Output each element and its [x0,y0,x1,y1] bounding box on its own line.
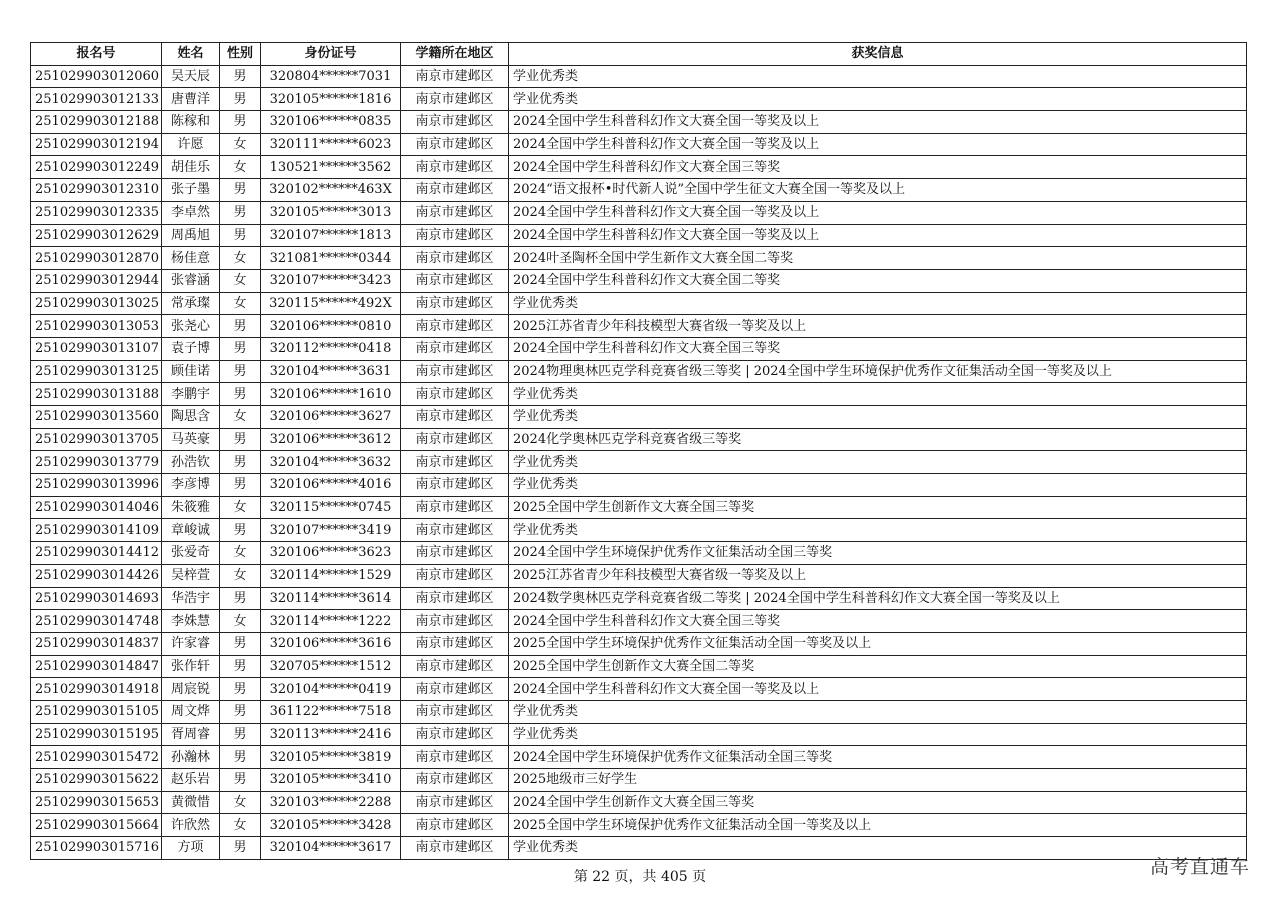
gender-cell: 男 [220,655,261,678]
table-row [31,156,1247,179]
gender-cell: 男 [220,65,261,88]
region-cell: 南京市建邺区 [401,88,509,111]
id-card-cell: 320114******1529 [261,564,401,587]
name-cell: 陈稼和 [162,111,220,134]
id-card-cell: 320106******1610 [261,383,401,406]
registration-no-cell: 251029903012870 [31,247,162,270]
watermark-text: 高考直通车 [1149,856,1250,878]
region-cell: 南京市建邺区 [401,179,509,202]
name-cell: 方项 [162,837,220,860]
table-row [31,428,1247,451]
registration-no-cell: 251029903015195 [31,723,162,746]
table-row [31,360,1247,383]
gender-cell: 男 [220,587,261,610]
registration-no-cell: 251029903013560 [31,406,162,429]
name-cell: 胥周睿 [162,723,220,746]
table-row [31,519,1247,542]
award-info-cell: 2024全国中学生科普科幻作文大赛全国一等奖及以上 [509,201,1247,224]
gender-cell: 男 [220,111,261,134]
registration-no-cell: 251029903012194 [31,133,162,156]
table-row [31,111,1247,134]
award-info-cell: 2024全国中学生科普科幻作文大赛全国一等奖及以上 [509,678,1247,701]
name-cell: 赵乐岩 [162,769,220,792]
name-cell: 周宸锐 [162,678,220,701]
gender-cell: 男 [220,428,261,451]
table-header-row [31,43,1247,66]
id-card-cell: 130521******3562 [261,156,401,179]
id-card-cell: 320113******2416 [261,723,401,746]
registration-no-cell: 251029903013996 [31,474,162,497]
table-row [31,315,1247,338]
table-body [31,65,1247,859]
award-info-cell: 2025江苏省青少年科技模型大赛省级一等奖及以上 [509,315,1247,338]
award-info-cell: 2025地级市三好学生 [509,769,1247,792]
region-cell: 南京市建邺区 [401,224,509,247]
registration-no-cell: 251029903015653 [31,791,162,814]
award-info-cell: 学业优秀类 [509,519,1247,542]
id-card-cell: 321081******0344 [261,247,401,270]
table-row [31,65,1247,88]
id-card-cell: 320106******3612 [261,428,401,451]
id-card-cell: 361122******7518 [261,700,401,723]
gender-cell: 男 [220,723,261,746]
header-id-card: 身份证号 [261,43,401,66]
region-cell: 南京市建邺区 [401,65,509,88]
name-cell: 许愿 [162,133,220,156]
id-card-cell: 320804******7031 [261,65,401,88]
table-row [31,383,1247,406]
registration-no-cell: 251029903013705 [31,428,162,451]
id-card-cell: 320106******0835 [261,111,401,134]
gender-cell: 男 [220,224,261,247]
id-card-cell: 320115******492X [261,292,401,315]
table-row [31,451,1247,474]
table-row [31,88,1247,111]
registration-no-cell: 251029903014426 [31,564,162,587]
table-row [31,700,1247,723]
registration-no-cell: 251029903013053 [31,315,162,338]
gender-cell: 女 [220,564,261,587]
award-info-cell: 2024全国中学生环境保护优秀作文征集活动全国三等奖 [509,542,1247,565]
award-info-cell: 2024“语文报杯•时代新人说”全国中学生征文大赛全国一等奖及以上 [509,179,1247,202]
name-cell: 唐曹洋 [162,88,220,111]
gender-cell: 女 [220,814,261,837]
table-row [31,133,1247,156]
registration-no-cell: 251029903013188 [31,383,162,406]
name-cell: 杨佳意 [162,247,220,270]
name-cell: 朱筱雅 [162,496,220,519]
gender-cell: 女 [220,406,261,429]
award-info-cell: 学业优秀类 [509,65,1247,88]
award-info-cell: 学业优秀类 [509,406,1247,429]
award-info-cell: 2025全国中学生创新作文大赛全国三等奖 [509,496,1247,519]
table-row [31,496,1247,519]
gender-cell: 男 [220,769,261,792]
registration-no-cell: 251029903013025 [31,292,162,315]
award-info-cell: 学业优秀类 [509,292,1247,315]
registration-no-cell: 251029903013779 [31,451,162,474]
name-cell: 周禹旭 [162,224,220,247]
award-info-cell: 2025江苏省青少年科技模型大赛省级一等奖及以上 [509,564,1247,587]
registration-no-cell: 251029903014748 [31,610,162,633]
name-cell: 常承璨 [162,292,220,315]
region-cell: 南京市建邺区 [401,564,509,587]
table-row [31,610,1247,633]
registration-no-cell: 251029903012944 [31,269,162,292]
gender-cell: 男 [220,519,261,542]
name-cell: 周文烨 [162,700,220,723]
table-row [31,474,1247,497]
gender-cell: 男 [220,837,261,860]
id-card-cell: 320115******0745 [261,496,401,519]
table-row [31,632,1247,655]
award-info-cell: 2024数学奥林匹克学科竞赛省级二等奖 | 2024全国中学生科普科幻作文大赛全国一等奖及以上 [509,587,1247,610]
region-cell: 南京市建邺区 [401,292,509,315]
region-cell: 南京市建邺区 [401,337,509,360]
award-info-cell: 2024全国中学生科普科幻作文大赛全国一等奖及以上 [509,133,1247,156]
registration-no-cell: 251029903012335 [31,201,162,224]
region-cell: 南京市建邺区 [401,655,509,678]
id-card-cell: 320114******3614 [261,587,401,610]
award-info-cell: 学业优秀类 [509,700,1247,723]
id-card-cell: 320103******2288 [261,791,401,814]
gender-cell: 女 [220,292,261,315]
gender-cell: 女 [220,269,261,292]
name-cell: 吴天辰 [162,65,220,88]
award-info-cell: 2024全国中学生科普科幻作文大赛全国三等奖 [509,156,1247,179]
region-cell: 南京市建邺区 [401,406,509,429]
header-region: 学籍所在地区 [401,43,509,66]
registration-no-cell: 251029903014918 [31,678,162,701]
award-info-cell: 学业优秀类 [509,474,1247,497]
gender-cell: 男 [220,700,261,723]
id-card-cell: 320705******1512 [261,655,401,678]
name-cell: 袁子博 [162,337,220,360]
id-card-cell: 320105******3819 [261,746,401,769]
id-card-cell: 320106******3616 [261,632,401,655]
awards-table [30,42,1247,860]
region-cell: 南京市建邺区 [401,791,509,814]
award-info-cell: 2024全国中学生创新作文大赛全国三等奖 [509,791,1247,814]
region-cell: 南京市建邺区 [401,383,509,406]
award-info-cell: 2025全国中学生环境保护优秀作文征集活动全国一等奖及以上 [509,632,1247,655]
registration-no-cell: 251029903012629 [31,224,162,247]
registration-no-cell: 251029903013107 [31,337,162,360]
name-cell: 张爱奇 [162,542,220,565]
gender-cell: 女 [220,247,261,270]
registration-no-cell: 251029903015622 [31,769,162,792]
gender-cell: 女 [220,791,261,814]
award-info-cell: 2024化学奥林匹克学科竞赛省级三等奖 [509,428,1247,451]
table-row [31,247,1247,270]
id-card-cell: 320104******3632 [261,451,401,474]
gender-cell: 男 [220,474,261,497]
registration-no-cell: 251029903014847 [31,655,162,678]
registration-no-cell: 251029903012060 [31,65,162,88]
region-cell: 南京市建邺区 [401,837,509,860]
region-cell: 南京市建邺区 [401,201,509,224]
registration-no-cell: 251029903015472 [31,746,162,769]
gender-cell: 男 [220,746,261,769]
name-cell: 胡佳乐 [162,156,220,179]
id-card-cell: 320106******3623 [261,542,401,565]
table-row [31,769,1247,792]
gender-cell: 男 [220,337,261,360]
table-row [31,337,1247,360]
registration-no-cell: 251029903012133 [31,88,162,111]
region-cell: 南京市建邺区 [401,111,509,134]
id-card-cell: 320106******4016 [261,474,401,497]
name-cell: 李姝慧 [162,610,220,633]
table-row [31,224,1247,247]
page-number: 第 22 页，共 405 页 [573,869,707,885]
id-card-cell: 320106******3627 [261,406,401,429]
registration-no-cell: 251029903012188 [31,111,162,134]
gender-cell: 男 [220,88,261,111]
gender-cell: 男 [220,201,261,224]
id-card-cell: 320114******1222 [261,610,401,633]
registration-no-cell: 251029903013125 [31,360,162,383]
name-cell: 顾佳诺 [162,360,220,383]
table-row [31,655,1247,678]
region-cell: 南京市建邺区 [401,678,509,701]
name-cell: 陶思含 [162,406,220,429]
award-info-cell: 2024全国中学生科普科幻作文大赛全国一等奖及以上 [509,224,1247,247]
table-row [31,814,1247,837]
name-cell: 李卓然 [162,201,220,224]
award-info-cell: 学业优秀类 [509,383,1247,406]
registration-no-cell: 251029903015105 [31,700,162,723]
registration-no-cell: 251029903014837 [31,632,162,655]
name-cell: 张作轩 [162,655,220,678]
region-cell: 南京市建邺区 [401,746,509,769]
registration-no-cell: 251029903012310 [31,179,162,202]
header-gender: 性别 [220,43,261,66]
name-cell: 吴梓萱 [162,564,220,587]
award-info-cell: 2024全国中学生科普科幻作文大赛全国二等奖 [509,269,1247,292]
region-cell: 南京市建邺区 [401,542,509,565]
registration-no-cell: 251029903012249 [31,156,162,179]
award-info-cell: 2024物理奥林匹克学科竞赛省级三等奖 | 2024全国中学生环境保护优秀作文征集活动全国一等奖及以上 [509,360,1247,383]
table-row [31,292,1247,315]
gender-cell: 男 [220,383,261,406]
award-info-cell: 学业优秀类 [509,88,1247,111]
name-cell: 华浩宇 [162,587,220,610]
region-cell: 南京市建邺区 [401,723,509,746]
gender-cell: 女 [220,156,261,179]
region-cell: 南京市建邺区 [401,133,509,156]
region-cell: 南京市建邺区 [401,632,509,655]
table-row [31,564,1247,587]
id-card-cell: 320105******1816 [261,88,401,111]
name-cell: 李彦博 [162,474,220,497]
region-cell: 南京市建邺区 [401,428,509,451]
name-cell: 孙浩钦 [162,451,220,474]
region-cell: 南京市建邺区 [401,700,509,723]
name-cell: 孙瀚林 [162,746,220,769]
name-cell: 张睿涵 [162,269,220,292]
id-card-cell: 320107******1813 [261,224,401,247]
id-card-cell: 320104******0419 [261,678,401,701]
name-cell: 张尧心 [162,315,220,338]
id-card-cell: 320104******3617 [261,837,401,860]
table-row [31,791,1247,814]
header-registration-no: 报名号 [31,43,162,66]
region-cell: 南京市建邺区 [401,156,509,179]
id-card-cell: 320104******3631 [261,360,401,383]
registration-no-cell: 251029903014109 [31,519,162,542]
table-row [31,723,1247,746]
id-card-cell: 320105******3410 [261,769,401,792]
registration-no-cell: 251029903015716 [31,837,162,860]
award-info-cell: 学业优秀类 [509,837,1247,860]
region-cell: 南京市建邺区 [401,814,509,837]
table-row [31,201,1247,224]
id-card-cell: 320106******0810 [261,315,401,338]
table-row [31,542,1247,565]
name-cell: 许家睿 [162,632,220,655]
id-card-cell: 320107******3423 [261,269,401,292]
header-award-info: 获奖信息 [509,43,1247,66]
gender-cell: 男 [220,632,261,655]
gender-cell: 男 [220,179,261,202]
region-cell: 南京市建邺区 [401,496,509,519]
region-cell: 南京市建邺区 [401,769,509,792]
id-card-cell: 320111******6023 [261,133,401,156]
id-card-cell: 320112******0418 [261,337,401,360]
region-cell: 南京市建邺区 [401,247,509,270]
gender-cell: 男 [220,360,261,383]
id-card-cell: 320105******3013 [261,201,401,224]
award-info-cell: 学业优秀类 [509,451,1247,474]
region-cell: 南京市建邺区 [401,451,509,474]
table-row [31,406,1247,429]
region-cell: 南京市建邺区 [401,315,509,338]
registration-no-cell: 251029903014693 [31,587,162,610]
registration-no-cell: 251029903015664 [31,814,162,837]
gender-cell: 女 [220,542,261,565]
table-row [31,269,1247,292]
gender-cell: 女 [220,133,261,156]
name-cell: 黄微惜 [162,791,220,814]
gender-cell: 男 [220,315,261,338]
award-info-cell: 2025全国中学生创新作文大赛全国二等奖 [509,655,1247,678]
name-cell: 许欣然 [162,814,220,837]
award-info-cell: 2024全国中学生科普科幻作文大赛全国一等奖及以上 [509,111,1247,134]
region-cell: 南京市建邺区 [401,474,509,497]
award-info-cell: 学业优秀类 [509,723,1247,746]
table-row [31,678,1247,701]
name-cell: 张子墨 [162,179,220,202]
name-cell: 马英豪 [162,428,220,451]
region-cell: 南京市建邺区 [401,587,509,610]
award-info-cell: 2025全国中学生环境保护优秀作文征集活动全国一等奖及以上 [509,814,1247,837]
award-info-cell: 2024全国中学生科普科幻作文大赛全国三等奖 [509,337,1247,360]
gender-cell: 女 [220,610,261,633]
award-info-cell: 2024全国中学生科普科幻作文大赛全国三等奖 [509,610,1247,633]
gender-cell: 女 [220,496,261,519]
gender-cell: 男 [220,678,261,701]
id-card-cell: 320107******3419 [261,519,401,542]
region-cell: 南京市建邺区 [401,269,509,292]
award-info-cell: 2024叶圣陶杯全国中学生新作文大赛全国二等奖 [509,247,1247,270]
region-cell: 南京市建邺区 [401,360,509,383]
table-row [31,587,1247,610]
table-row [31,179,1247,202]
name-cell: 章峻诚 [162,519,220,542]
name-cell: 李鹏宇 [162,383,220,406]
region-cell: 南京市建邺区 [401,610,509,633]
table-row [31,837,1247,860]
header-name: 姓名 [162,43,220,66]
award-info-cell: 2024全国中学生环境保护优秀作文征集活动全国三等奖 [509,746,1247,769]
registration-no-cell: 251029903014412 [31,542,162,565]
table-row [31,746,1247,769]
region-cell: 南京市建邺区 [401,519,509,542]
id-card-cell: 320102******463X [261,179,401,202]
id-card-cell: 320105******3428 [261,814,401,837]
gender-cell: 男 [220,451,261,474]
registration-no-cell: 251029903014046 [31,496,162,519]
